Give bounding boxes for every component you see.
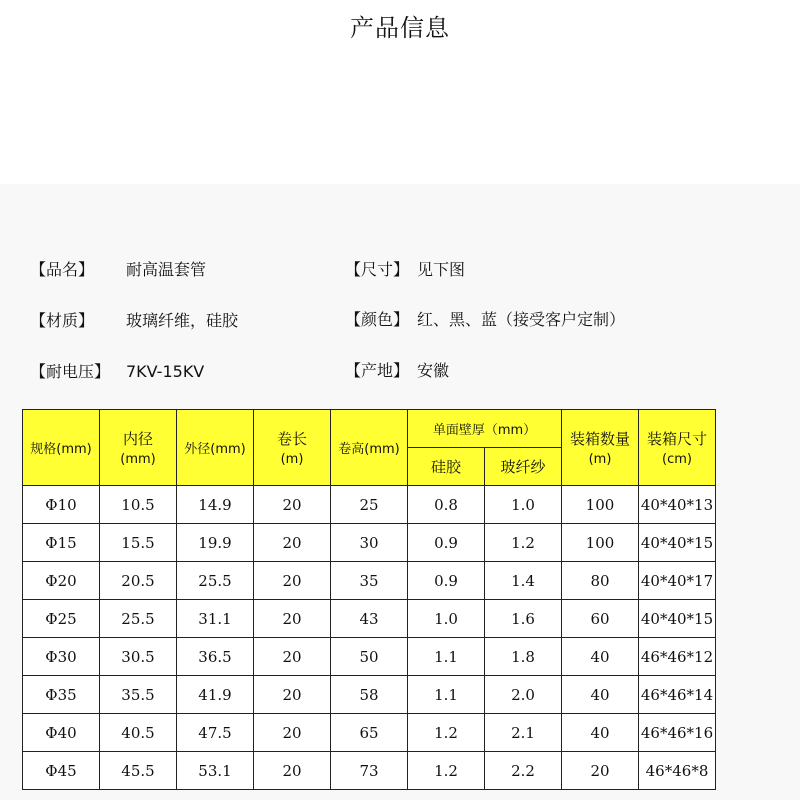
table-row (23, 486, 716, 524)
table-cell: 20 (254, 600, 331, 638)
table-body (23, 486, 716, 790)
table-cell: 30.5 (100, 638, 177, 676)
table-row (23, 524, 716, 562)
table-cell: 1.4 (485, 562, 562, 600)
header-inner-unit: (mm) (120, 452, 156, 467)
header-outer: 外径(mm) (177, 410, 254, 486)
table-cell: 1.1 (408, 676, 485, 714)
table-cell: 40 (562, 676, 639, 714)
info-label: 【颜色】 (345, 310, 410, 329)
table-cell: Φ25 (23, 600, 100, 638)
table-cell: 2.1 (485, 714, 562, 752)
table-cell: 40.5 (100, 714, 177, 752)
table-cell: 65 (331, 714, 408, 752)
table-row (23, 562, 716, 600)
table-cell: 14.9 (177, 486, 254, 524)
table-cell: 20 (254, 638, 331, 676)
table-cell: 0.9 (408, 562, 485, 600)
table-cell: 1.2 (408, 752, 485, 790)
table-cell: Φ45 (23, 752, 100, 790)
table-cell: 20 (254, 562, 331, 600)
info-label: 【材质】 (30, 311, 95, 330)
header-wall: 单面壁厚（mm） (408, 410, 562, 448)
table-cell: 41.9 (177, 676, 254, 714)
table-cell: 43 (331, 600, 408, 638)
table-cell: 20 (254, 752, 331, 790)
table-cell: Φ10 (23, 486, 100, 524)
table-cell: 2.2 (485, 752, 562, 790)
table-row (23, 638, 716, 676)
header-box-size-label: 装箱尺寸 (646, 430, 707, 448)
table-row (23, 752, 716, 790)
table-cell: Φ40 (23, 714, 100, 752)
table-cell: 20 (254, 714, 331, 752)
header-wall-silicone: 硅胶 (408, 448, 485, 486)
table-cell: 1.0 (408, 600, 485, 638)
info-value: 耐高温套管 (126, 260, 207, 279)
table-cell: 19.9 (177, 524, 254, 562)
table-cell: 46*46*16 (639, 714, 716, 752)
info-label: 【品名】 (30, 260, 95, 279)
table-cell: 1.8 (485, 638, 562, 676)
table-cell: 50 (331, 638, 408, 676)
info-label: 【耐电压】 (30, 362, 111, 381)
header-inner-label: 内径 (122, 430, 153, 448)
table-cell: Φ35 (23, 676, 100, 714)
table-cell: 40*40*17 (639, 562, 716, 600)
table-cell: 15.5 (100, 524, 177, 562)
header-inner (100, 410, 177, 486)
table-cell: 40 (562, 714, 639, 752)
table-cell: 53.1 (177, 752, 254, 790)
header-box-qty-label: 装箱数量 (569, 430, 630, 448)
header-roll-length (254, 410, 331, 486)
header-box-size-unit: (cm) (662, 452, 692, 467)
info-name (30, 257, 206, 280)
info-origin (345, 358, 449, 381)
table-cell: 100 (562, 524, 639, 562)
table-cell: 40*40*15 (639, 524, 716, 562)
info-label: 【产地】 (345, 361, 410, 380)
header-roll-length-unit: (m) (280, 452, 304, 467)
table-cell: 20.5 (100, 562, 177, 600)
header-roll-height: 卷高(mm) (331, 410, 408, 486)
header-box-size (639, 410, 716, 486)
table-cell: 1.6 (485, 600, 562, 638)
table-cell: 10.5 (100, 486, 177, 524)
header-area (0, 0, 800, 184)
table-cell: 36.5 (177, 638, 254, 676)
table-cell: 1.1 (408, 638, 485, 676)
table-cell: Φ20 (23, 562, 100, 600)
table-cell: 1.0 (485, 486, 562, 524)
table-cell: 40*40*13 (639, 486, 716, 524)
info-label: 【尺寸】 (345, 260, 410, 279)
table-cell: 35 (331, 562, 408, 600)
table-row (23, 676, 716, 714)
table-cell: 45.5 (100, 752, 177, 790)
table-cell: 2.0 (485, 676, 562, 714)
table-cell: 0.8 (408, 486, 485, 524)
page-title: 产品信息 (350, 14, 450, 42)
info-value: 7KV-15KV (126, 362, 205, 381)
table-cell: 25 (331, 486, 408, 524)
info-voltage (30, 359, 204, 382)
info-material (30, 308, 238, 331)
info-value: 红、黑、蓝（接受客户定制） (417, 310, 626, 329)
table-cell: 40*40*15 (639, 600, 716, 638)
table-cell: 20 (254, 486, 331, 524)
info-size (345, 257, 465, 280)
info-color (345, 307, 625, 330)
header-box-qty-unit: (m) (588, 452, 612, 467)
table-cell: 20 (562, 752, 639, 790)
table-cell: 35.5 (100, 676, 177, 714)
header-wall-glass: 玻纤纱 (485, 448, 562, 486)
table-cell: 20 (254, 524, 331, 562)
spec-table (22, 409, 716, 790)
table-cell: 46*46*8 (639, 752, 716, 790)
table-cell: 0.9 (408, 524, 485, 562)
table-cell: 73 (331, 752, 408, 790)
table-cell: 30 (331, 524, 408, 562)
table-cell: 31.1 (177, 600, 254, 638)
table-row (23, 714, 716, 752)
table-cell: 1.2 (485, 524, 562, 562)
table-cell: 20 (254, 676, 331, 714)
header-box-qty (562, 410, 639, 486)
table-cell: 25.5 (177, 562, 254, 600)
info-value: 安徽 (417, 361, 450, 380)
table-cell: 46*46*14 (639, 676, 716, 714)
table-cell: Φ30 (23, 638, 100, 676)
table-row (23, 600, 716, 638)
table-cell: 100 (562, 486, 639, 524)
table-cell: 25.5 (100, 600, 177, 638)
table-cell: 60 (562, 600, 639, 638)
table-cell: 46*46*12 (639, 638, 716, 676)
header-spec: 规格(mm) (23, 410, 100, 486)
header-roll-length-label: 卷长 (276, 430, 307, 448)
table-cell: 1.2 (408, 714, 485, 752)
info-value: 见下图 (417, 260, 466, 279)
table-cell: 80 (562, 562, 639, 600)
table-cell: 40 (562, 638, 639, 676)
table-cell: 47.5 (177, 714, 254, 752)
table-cell: 58 (331, 676, 408, 714)
table-cell: Φ15 (23, 524, 100, 562)
info-value: 玻璃纤维，硅胶 (126, 311, 239, 330)
